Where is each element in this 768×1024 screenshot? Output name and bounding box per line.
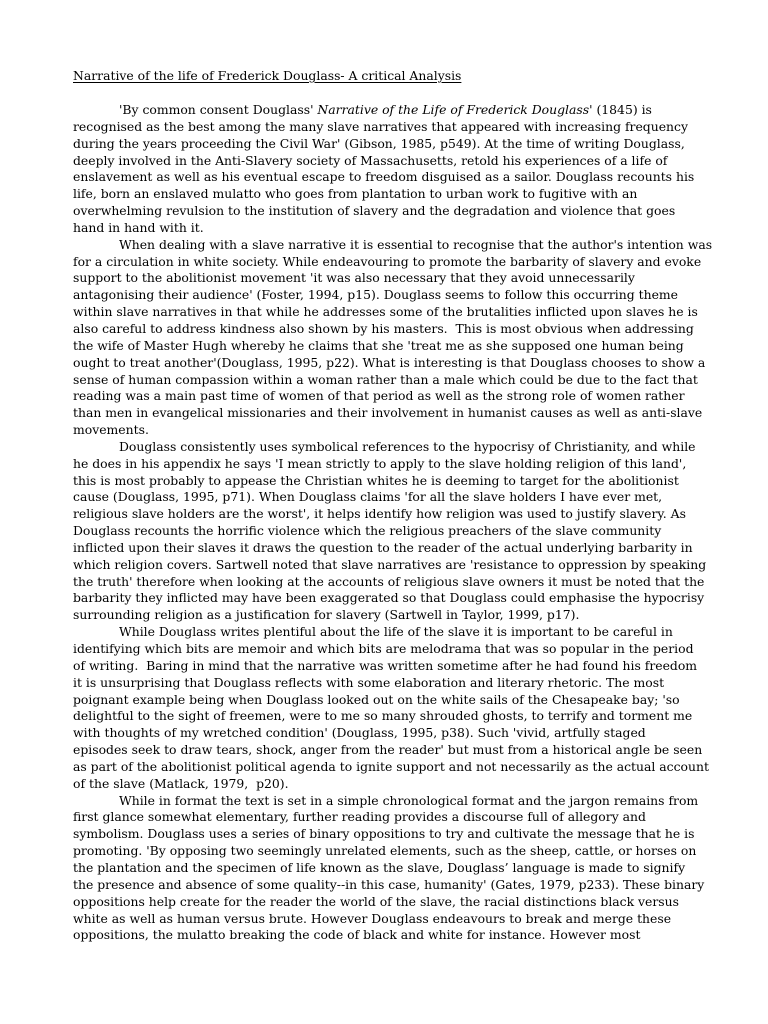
- paragraph-line: than men in evangelical missionaries and their involvement in humanist causes as well as anti-slave: [73, 405, 703, 421]
- paragraph-line: this is most probably to appease the Christian whites he is deeming to target for the abolitionist: [73, 472, 679, 488]
- paragraph-line: inflicted upon their slaves it draws the question to the reader of the actual underlying barbarity in: [73, 539, 693, 555]
- paragraph-2: [73, 236, 713, 439]
- paragraph-line: recognised as the best among the many slave narratives that appeared with increasing frequency: [73, 118, 688, 134]
- paragraph-line: it is unsurprising that Douglass reflects with some elaboration and literary rhetoric. The most: [73, 674, 665, 690]
- paragraph-line: the truth' therefore when looking at the accounts of religious slave owners it must be noted that the: [73, 573, 705, 589]
- text-run: (1845) is: [592, 102, 652, 117]
- paragraph-5: [73, 792, 705, 945]
- paragraph-line: Douglass consistently uses symbolical references to the hypocrisy of Christianity, and while: [119, 438, 696, 454]
- paragraph-line: reading was a main past time of women of that period as well as the strong role of women rather: [73, 388, 685, 404]
- paragraph-line: ought to treat another'(Douglass, 1995, p22). What is interesting is that Douglass chooses to show a: [73, 354, 706, 370]
- paragraph-line: oppositions help create for the reader the world of the slave, the racial distinctions black versus: [73, 893, 680, 909]
- paragraph-line: surrounding religion as a justification for slavery (Sartwell in Taylor, 1999, p17).: [73, 607, 580, 623]
- paragraph-line: Douglass recounts the horrific violence which the religious preachers of the slave community: [73, 523, 662, 539]
- paragraph-line: poignant example being when Douglass looked out on the white sails of the Chesapeake bay; 'so: [73, 691, 680, 707]
- paragraph-line: religious slave holders are the worst', it helps identify how religion was used to justify slavery. As: [73, 506, 686, 522]
- paragraph-line: When dealing with a slave narrative it is essential to recognise that the author's intention was: [119, 236, 713, 252]
- paragraph-line: episodes seek to draw tears, shock, anger from the reader' but must from a historical angle be seen: [73, 742, 703, 758]
- paragraph-line: hand in hand with it.: [73, 219, 204, 235]
- paragraph-line: [73, 102, 695, 119]
- paragraph-line: cause (Douglass, 1995, p71). When Douglass claims 'for all the slave holders I have ever met,: [73, 489, 663, 505]
- paragraph-line: symbolism. Douglass uses a series of binary oppositions to try and cultivate the message that he is: [73, 826, 695, 842]
- paragraph-line: promoting. 'By opposing two seemingly unrelated elements, such as the sheep, cattle, or horses on: [73, 843, 697, 859]
- paragraph-line: life, born an enslaved mulatto who goes from plantation to urban work to fugitive with an: [73, 186, 638, 202]
- paragraph-line: white as well as human versus brute. However Douglass endeavours to break and merge these: [73, 910, 672, 926]
- paragraph-line: sense of human compassion within a woman rather than a male which could be due to the fact that: [73, 371, 698, 387]
- document-body: [73, 102, 713, 944]
- paragraph-line: first glance somewhat elementary, further reading provides a discourse full of allegory and: [73, 809, 646, 825]
- paragraph-line: antagonising their audience' (Foster, 1994, p15). Douglass seems to follow this occurring theme: [73, 287, 678, 303]
- paragraph-line: barbarity they inflicted may have been exaggerated so that Douglass could emphasise the hypocrisy: [73, 590, 705, 606]
- paragraph-line: oppositions, the mulatto breaking the code of black and white for instance. However most: [73, 927, 641, 943]
- paragraph-line: with thoughts of my wretched condition' (Douglass, 1995, p38). Such 'vivid, artfully staged: [73, 725, 646, 741]
- paragraph-line: movements.: [73, 422, 149, 438]
- paragraph-line: delightful to the sight of freemen, were to me so many shrouded ghosts, to terrify and torment me: [73, 708, 693, 724]
- paragraph-line: as part of the abolitionist political agenda to ignite support and not necessarily as the actual account: [73, 758, 709, 774]
- paragraph-line: the presence and absence of some quality--in this case, humanity' (Gates, 1979, p233). These binary: [73, 876, 705, 892]
- paragraph-line: also careful to address kindness also shown by his masters. This is most obvious when addressing: [73, 320, 694, 336]
- paragraph-line: he does in his appendix he says 'I mean strictly to apply to the slave holding religion of this land',: [73, 455, 687, 471]
- book-title-italic: Narrative of the Life of Frederick Douglass': [317, 102, 593, 117]
- paragraph-4: [73, 624, 709, 792]
- paragraph-line: the plantation and the specimen of life known as the slave, Douglass’ language is made to signify: [73, 859, 686, 875]
- document-title: Narrative of the life of Frederick Douglass- A critical Analysis: [73, 68, 462, 83]
- paragraph-line: of writing. Baring in mind that the narrative was written sometime after he had found his freedom: [73, 657, 698, 673]
- paragraph-line: for a circulation in white society. While endeavouring to promote the barbarity of slavery and evoke: [73, 253, 702, 269]
- paragraph-line: of the slave (Matlack, 1979, p20).: [73, 775, 289, 791]
- paragraph-line: which religion covers. Sartwell noted that slave narratives are 'resistance to oppression by speaking: [73, 556, 707, 572]
- paragraph-line: deeply involved in the Anti-Slavery society of Massachusetts, retold his experiences of a life of: [73, 152, 668, 168]
- paragraph-line: during the years proceeding the Civil War' (Gibson, 1985, p549). At the time of writing Douglass,: [73, 135, 685, 151]
- paragraph-line: While in format the text is set in a simple chronological format and the jargon remains from: [119, 792, 699, 808]
- paragraph-line: support to the abolitionist movement 'it was also necessary that they avoid unnecessarily: [73, 270, 635, 286]
- paragraph-line: While Douglass writes plentiful about the life of the slave it is important to be careful in: [119, 624, 673, 640]
- paragraph-3: [73, 438, 707, 624]
- text-run: 'By common consent Douglass': [119, 102, 318, 117]
- paragraph-line: identifying which bits are memoir and which bits are melodrama that was so popular in the period: [73, 641, 694, 656]
- paragraph-line: overwhelming revulsion to the institution of slavery and the degradation and violence that goes: [73, 203, 676, 219]
- paragraph-line: the wife of Master Hugh whereby he claims that she 'treat me as she supposed one human being: [73, 337, 684, 353]
- paragraph-line: within slave narratives in that while he addresses some of the brutalities inflicted upon slaves he is: [73, 304, 698, 320]
- paragraph-line: enslavement as well as his eventual escape to freedom disguised as a sailor. Douglass recounts his: [73, 169, 695, 185]
- paragraph-1: [73, 102, 695, 237]
